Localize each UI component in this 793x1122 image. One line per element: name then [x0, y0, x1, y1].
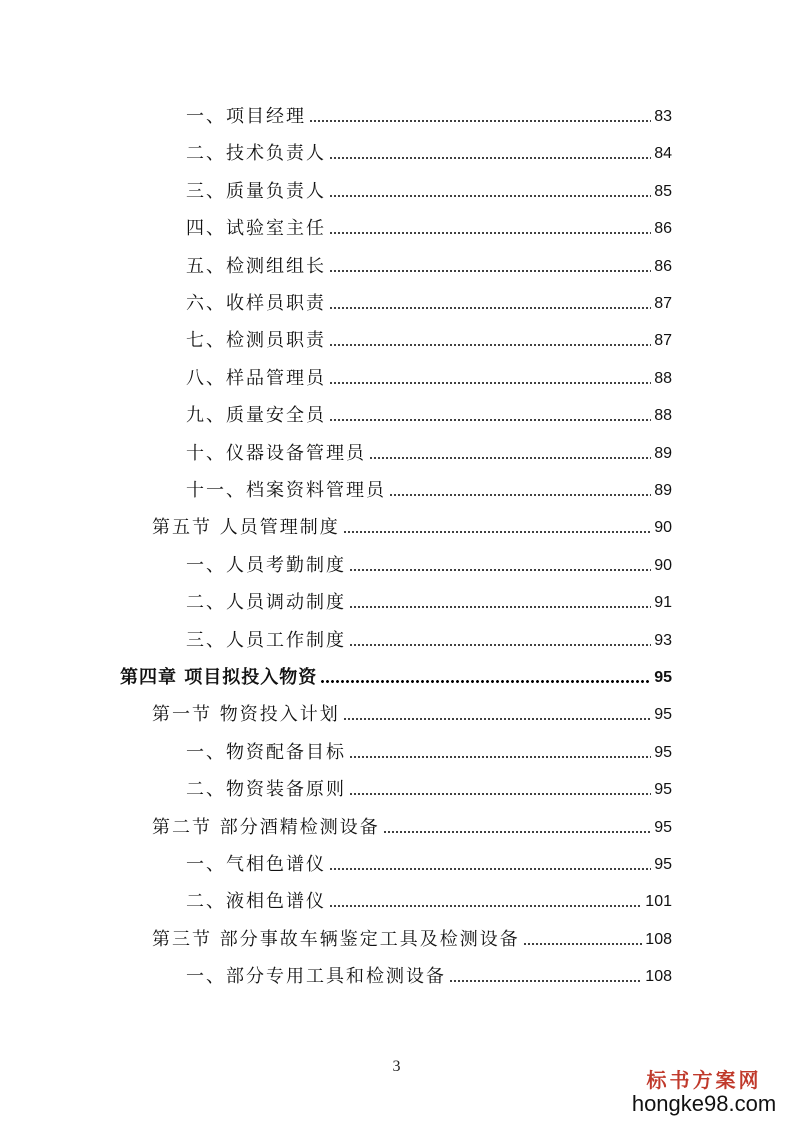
toc-leader-dots — [309, 119, 651, 123]
toc-leader-dots — [329, 231, 651, 235]
toc-leader-dots — [329, 418, 651, 422]
toc-leader-dots — [329, 194, 651, 198]
toc-entry-title: 第四章 项目拟投入物资 — [120, 667, 318, 688]
toc-entry-title: 一、部分专用工具和检测设备 — [186, 966, 446, 988]
toc-entry-title: 一、人员考勤制度 — [186, 554, 346, 576]
toc-leader-dots — [383, 830, 651, 834]
toc-entry-page: 87 — [654, 295, 672, 312]
toc-entry-title: 第五节 人员管理制度 — [152, 517, 340, 539]
toc-leader-dots — [349, 755, 651, 759]
toc-entry-title: 六、收样员职责 — [186, 293, 326, 314]
toc-entry — [186, 362, 672, 392]
toc-entry-title: 第三节 部分事故车辆鉴定工具及检测设备 — [152, 928, 520, 950]
toc-entry — [186, 885, 672, 915]
toc-entry-title: 十、仪器设备管理员 — [186, 442, 366, 464]
toc-entry-page: 85 — [654, 182, 672, 200]
toc-entry — [186, 287, 672, 317]
toc-entry-page: 86 — [654, 220, 672, 238]
toc-leader-dots — [389, 493, 651, 497]
toc-entry — [186, 624, 672, 654]
toc-entry-page: 95 — [654, 781, 672, 799]
toc-entry-page: 90 — [654, 556, 672, 574]
toc-entry-title: 二、液相色谱仪 — [186, 891, 326, 913]
toc-entry — [186, 549, 672, 579]
toc-entry-page: 91 — [654, 594, 672, 612]
toc-entry — [152, 811, 672, 841]
toc-entry — [186, 137, 672, 167]
site-watermark — [629, 1068, 779, 1116]
toc-entry-title: 一、物资配备目标 — [186, 741, 346, 763]
watermark-name: 标书方案网 — [646, 1068, 762, 1092]
toc-entry — [186, 250, 672, 280]
toc-entry — [120, 661, 672, 691]
toc-entry-title: 第二节 部分酒精检测设备 — [152, 816, 380, 838]
toc-entry — [186, 399, 672, 429]
toc-entry-page: 83 — [654, 108, 672, 125]
toc-entry — [186, 175, 672, 205]
toc-leader-dots — [329, 381, 651, 385]
watermark-url: hongke98.com — [631, 1091, 777, 1116]
toc-entry — [186, 212, 672, 242]
toc-entry-title: 一、气相色谱仪 — [186, 854, 326, 875]
toc-entry-page: 95 — [654, 743, 672, 761]
toc-leader-dots — [349, 643, 651, 647]
toc-entry-page: 108 — [645, 930, 672, 948]
toc-entry — [186, 848, 672, 878]
toc-entry-page: 108 — [645, 968, 672, 986]
toc-entry-page: 88 — [654, 369, 672, 387]
toc-leader-dots — [343, 717, 651, 721]
toc-entry-page: 93 — [654, 631, 672, 649]
toc-entry — [152, 923, 672, 953]
toc-leader-dots — [329, 156, 651, 160]
toc-entry-title: 五、检测组组长 — [186, 255, 326, 277]
toc-entry — [152, 698, 672, 728]
toc-entry — [186, 960, 672, 990]
toc-entry-title: 八、样品管理员 — [186, 367, 326, 389]
toc-entry-page: 95 — [654, 818, 672, 836]
toc-entry-title: 四、试验室主任 — [186, 218, 326, 240]
page-number: 3 — [392, 1058, 401, 1075]
toc-entry-title: 九、质量安全员 — [186, 405, 326, 427]
toc-leader-dots — [349, 792, 651, 796]
toc-entry-page: 90 — [654, 519, 672, 537]
toc-entry-page: 87 — [654, 332, 672, 350]
toc-entry-title: 第一节 物资投入计划 — [152, 704, 340, 726]
toc-leader-dots — [523, 942, 643, 946]
toc-entry-title: 十一、档案资料管理员 — [186, 480, 386, 501]
toc-entry-page: 86 — [654, 257, 672, 275]
toc-leader-dots — [349, 568, 651, 572]
toc-entry-page: 95 — [654, 856, 672, 873]
toc-entry — [186, 586, 672, 616]
toc-entry-title: 三、质量负责人 — [186, 180, 326, 202]
toc-leader-dots — [329, 343, 651, 347]
toc-leader-dots — [369, 456, 651, 460]
toc-entry-page: 95 — [654, 669, 672, 686]
toc-entry — [186, 100, 672, 130]
toc-leader-dots — [449, 979, 642, 983]
toc-entry-title: 七、检测员职责 — [186, 330, 326, 352]
toc-entry-page: 95 — [654, 706, 672, 724]
toc-entry-title: 一、项目经理 — [186, 106, 306, 127]
toc-leader-dots — [329, 269, 651, 273]
toc-entry-page: 89 — [654, 482, 672, 499]
toc-entry-title: 二、人员调动制度 — [186, 592, 346, 614]
toc-leader-dots — [349, 605, 651, 609]
toc-entry — [186, 437, 672, 467]
toc-leader-dots — [329, 306, 651, 310]
toc-entry-title: 二、技术负责人 — [186, 143, 326, 165]
toc-leader-dots — [329, 904, 642, 908]
toc-entry — [152, 511, 672, 541]
toc-entry-page: 88 — [654, 407, 672, 425]
toc-entry — [186, 324, 672, 354]
toc-entry-title: 三、人员工作制度 — [186, 629, 346, 651]
toc-leader-dots — [320, 679, 651, 684]
toc-entry — [186, 736, 672, 766]
toc-entry-page: 84 — [654, 145, 672, 163]
toc-entry-title: 二、物资装备原则 — [186, 779, 346, 801]
toc-entry-page: 101 — [645, 893, 672, 911]
toc-entry — [186, 474, 672, 504]
toc-entry-page: 89 — [654, 444, 672, 462]
toc-leader-dots — [329, 867, 651, 871]
toc-entry — [186, 773, 672, 803]
toc-leader-dots — [343, 530, 651, 534]
